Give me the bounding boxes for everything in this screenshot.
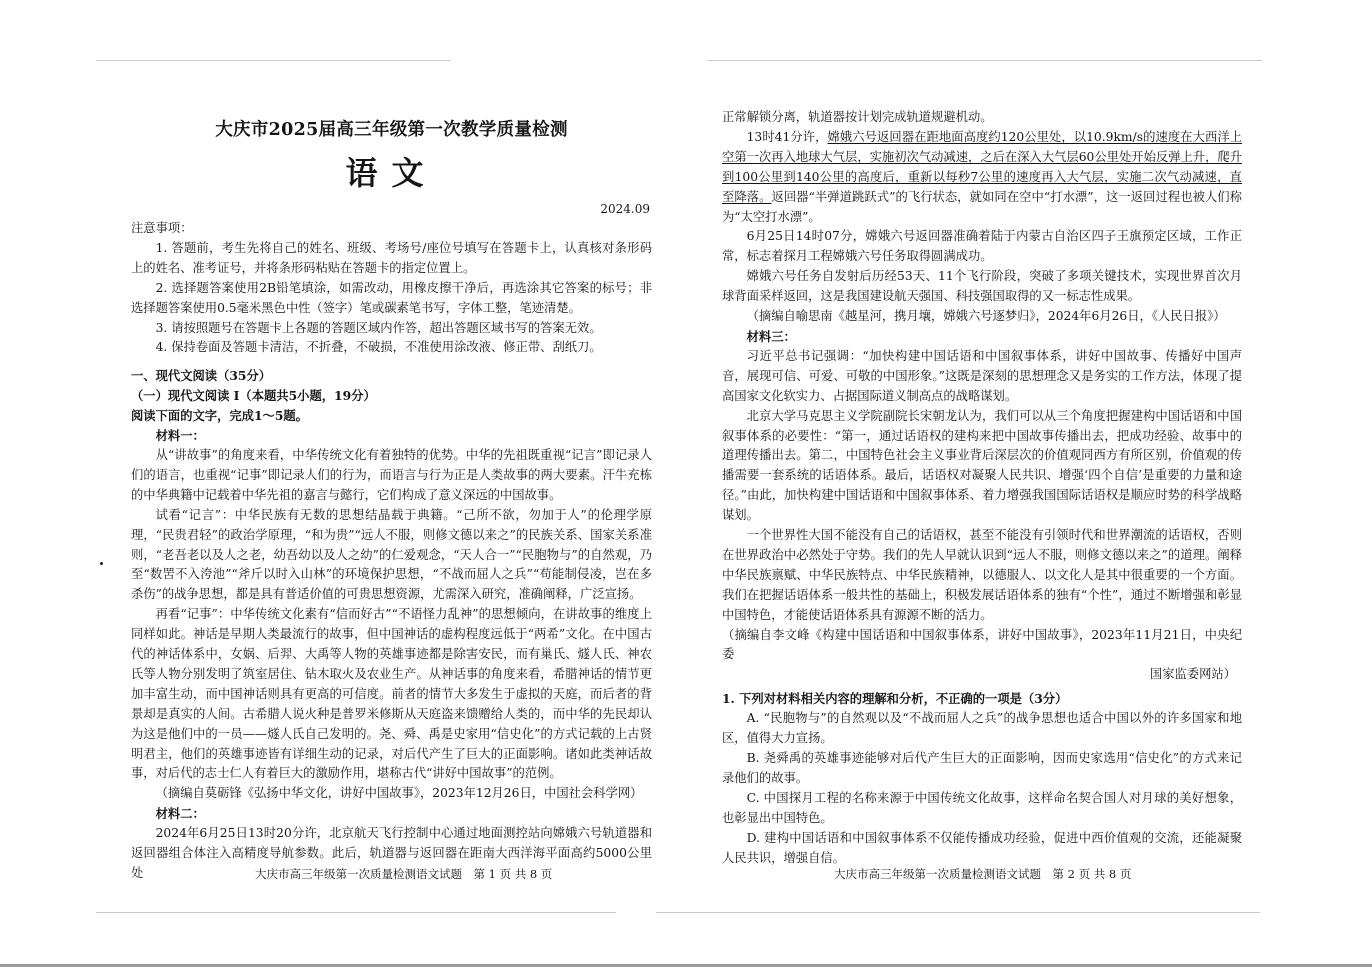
subsection-title: （一）现代文阅读 I（本题共5小题，19分） <box>131 388 376 404</box>
notice-item: 3. 请按照题号在答题卡上各题的答题区域内作答，超出答题区域书写的答案无效。 <box>155 320 602 335</box>
left-body <box>131 219 652 884</box>
material-2-paragraph: 嫦娥六号任务自发射后历经53天、11个飞行阶段，突破了多项关键技术，实现世界首次月球背面采样返回，这是我国建设航天强国、科技强国取得的又一标志性成果。 <box>722 269 1242 304</box>
material-2-continuation: 正常解锁分离，轨道器按计划完成轨道规避机动。 <box>722 110 993 124</box>
material-1-label: 材料一： <box>155 428 205 444</box>
material-2-label: 材料二： <box>155 806 205 822</box>
section-title: 一、现代文阅读（35分） <box>131 368 272 384</box>
notice-item: 2. 选择题答案使用2B铅笔填涂，如需改动，用橡皮擦干净后，再选涂其它答案的标号；非选择题答案使用0.5毫米黑色中性（签字）笔或碳素笔书写，字体工整，笔迹清楚。 <box>131 280 652 315</box>
material-2-paragraph-reentry <box>722 128 1242 228</box>
reading-instruction: 阅读下面的文字，完成1～5题。 <box>131 408 308 424</box>
subject-title: 语文 <box>345 154 438 192</box>
notice-item: 4. 保持卷面及答题卡清洁，不折叠，不破损，不准使用涂改液、修正带、刮纸刀。 <box>155 340 602 355</box>
material-1-paragraph: 从“讲故事”的角度来看，中华传统文化有着独特的优势。中华的先祖既重视“记言”即记录人们的语言，也重视“记事”即记录人们的行为，而语言与行为正是人类故事的两大要素。汗牛充栋的中华典籍中记载着中华先祖的嘉言与懿行，它们构成了意义深远的中国故事。 <box>131 447 652 502</box>
material-3-source-cont: 国家监委网站） <box>1149 667 1236 682</box>
material-1-paragraph: 再看“记事”：中华传统文化素有“信而好古”“不语怪力乱神”的思想倾向，在讲故事的维度上同样如此。神话是早期人类最流行的故事，但中国神话的虚构程度远低于“两希”文化。在中国古代的神话体系中，女娲、后羿、大禹等人物的英雄事迹都是除害安民，而有巢氏、燧人氏、神农氏等人物分别发明了筑室居住、钻木取火及农业生产。从神话事的角度来看，希腊神话的情节更加丰富生动，而中国神话则具有更高的可信度。前者的情节大多发生于虚拟的天庭，而后者的背景却是真实的人间。古希腊人说火种是普罗米修斯从天庭盗来馈赠给人类的，而中华的先民却认为这是他们中的一员——燧人氏自己发明的。尧、舜、禹是史家用“信史化”的方式记载的上古贤明君主，他们的英雄事迹皆有详细生动的记录，对后代产生了巨大的正面影响。诸如此类神话故事，对后代的志士仁人有着巨大的激励作用，堪称古代“讲好中国故事”的范例。 <box>131 607 652 781</box>
left-page <box>131 0 652 971</box>
notice-item: 1. 答题前，考生先将自己的姓名、班级、考场号/座位号填写在答题卡上，认真核对条形码上的姓名、准考证号，并将条形码粘贴在答题卡的指定位置上。 <box>131 240 652 275</box>
scan-speck <box>100 562 103 565</box>
right-body <box>722 108 1242 868</box>
exam-date: 2024.09 <box>600 202 650 216</box>
question-1: 1. 下列对材料相关内容的理解和分析，不正确的一项是（3分） <box>722 691 1068 707</box>
underlined-passage: 嫦娥六号返回器在距地面高度约120公里处，以10.9km/s的速度在大西洋上空 <box>722 129 1242 164</box>
material-3-paragraph: 北京大学马克思主义学院副院长宋朝龙认为，我们可以从三个角度把握建构中国话语和中国叙事体系的必要性：“第一，通过话语权的建构来把中国故事传播出去，把成功经验、故事中的道理传播出去。第二，中国特色社会主义事业背后深层次的价值观同西方有所区别，价值观的传播需要一套系统的话语体系。最后，话语权对凝聚人民共识、增强‘四个自信’是重要的力量和途径。”由此，加快构建中国话语和中国叙事体系、着力增强我国国际话语权是顺应时势的科学战略谋划。 <box>722 408 1242 523</box>
material-1-paragraph: 试看“记言”：中华民族有无数的思想结晶载于典籍。“己所不欲，勿加于人”的伦理学原理，“民贵君轻”的政治学原理，“和为贵”“远人不服，则修文德以来之”的民族关系、国家关系准则，“老吾老以及人之老，幼吾幼以及人之幼”的仁爱观念，“天人合一”“民胞物与”的自然观，乃至“数罟不入洿池”“斧斤以时入山林”的环境保护思想，“不战而屈人之兵”“苟能制侵凌，岂在多杀伤”的战争思想，都是具有普适价值的可贵思想资源，尤需深入研究，准确阐释，广泛宣扬。 <box>131 507 652 602</box>
left-page-footer: 大庆市高三年级第一次质量检测语文试题 第 1 页 共 8 页 <box>255 867 553 881</box>
option-b: B. 尧舜禹的英雄事迹能够对后代产生巨大的正面影响，因而史家选用“信史化”的方式来记录他们的故事。 <box>722 751 1242 785</box>
option-c: C. 中国探月工程的名称来源于中国传统文化故事，这样命名契合国人对月球的美好想象，也彰显出中国特色。 <box>722 790 1242 825</box>
material-3-paragraph: 一个世界性大国不能没有自己的话语权，甚至不能没有引领时代和世界潮流的话语权，否则在世界政治中必然处于守势。我们的先人早就认识到“远人不服，则修文德以来之”的道理。阐释中华民族禀赋、中华民族特点、中华民族精神，以德服人、以文化人是其中很重要的一个方面。我们在把握话语体系一般共性的基础上，积极发展话语体系的独有“个性”，通过不断增强和彰显中国特色，才能使话语体系具有源源不断的活力。 <box>722 528 1242 622</box>
material-2-paragraph: 2024年6月25日13时20分许，北京航天飞行控制中心通过地面测控站向嫦娥六号轨道器和返回器组合体注入高精度导航参数。此后，轨道器与返回器在距南大西洋海平面高约5000公里处 <box>131 826 652 880</box>
right-page <box>722 0 1242 971</box>
notice-title: 注意事项： <box>131 221 193 235</box>
underlined-passage: 第一次再入地球大气层，实施初次气动减速，之后在深入大气层60公里处开始反弹上升，爬升到 <box>722 149 1242 184</box>
underlined-passage: 100公里到140公里的高度后，重新以每秒7公里的速度再入大气层，实施二次气动减速，直至降 <box>722 169 1242 204</box>
option-a: A. “民胞物与”的自然观以及“不战而屈人之兵”的战争思想也适合中国以外的许多国家和地区，值得大力宣扬。 <box>722 711 1242 746</box>
material-3-source: （摘编自李文峰《构建中国话语和中国叙事体系，讲好中国故事》，2023年11月21日，中央纪委 <box>722 627 1242 662</box>
material-3-label: 材料三： <box>746 328 796 344</box>
material-3-paragraph: 习近平总书记强调：“加快构建中国话语和中国叙事体系，讲好中国故事、传播好中国声音，展现可信、可爱、可敬的中国形象。”这既是深刻的思想理念又是务实的工作方法，体现了提高国家文化软实力、占据国际道义制高点的战略谋划。 <box>722 348 1242 403</box>
reentry-time: 13时41分许， <box>746 129 828 144</box>
underlined-passage: 落。 <box>746 189 772 204</box>
reentry-description: 返回器“半弹道跳跃式”的飞行状态，就如同在空中“打水漂”，这一返回过程也被人们称为“太空打水漂”。 <box>722 189 1242 224</box>
material-2-source: （摘编自喻思南《越星河，携月壤，嫦娥六号逐梦归》，2024年6月26日，《人民日报》） <box>746 309 1226 324</box>
exam-title: 大庆市2025届高三年级第一次教学质量检测 <box>215 120 568 140</box>
material-2-paragraph: 6月25日14时07分，嫦娥六号返回器准确着陆于内蒙古自治区四子王旗预定区域，工作正常，标志着探月工程嫦娥六号任务取得圆满成功。 <box>722 229 1242 264</box>
option-d: D. 建构中国话语和中国叙事体系不仅能传播成功经验，促进中西价值观的交流，还能凝聚人民共识，增强自信。 <box>722 830 1242 865</box>
material-1-source: （摘编自莫砺锋《弘扬中华文化，讲好中国故事》，2023年12月26日，中国社会科学网） <box>155 786 643 801</box>
right-page-footer: 大庆市高三年级第一次质量检测语文试题 第 2 页 共 8 页 <box>834 867 1132 881</box>
